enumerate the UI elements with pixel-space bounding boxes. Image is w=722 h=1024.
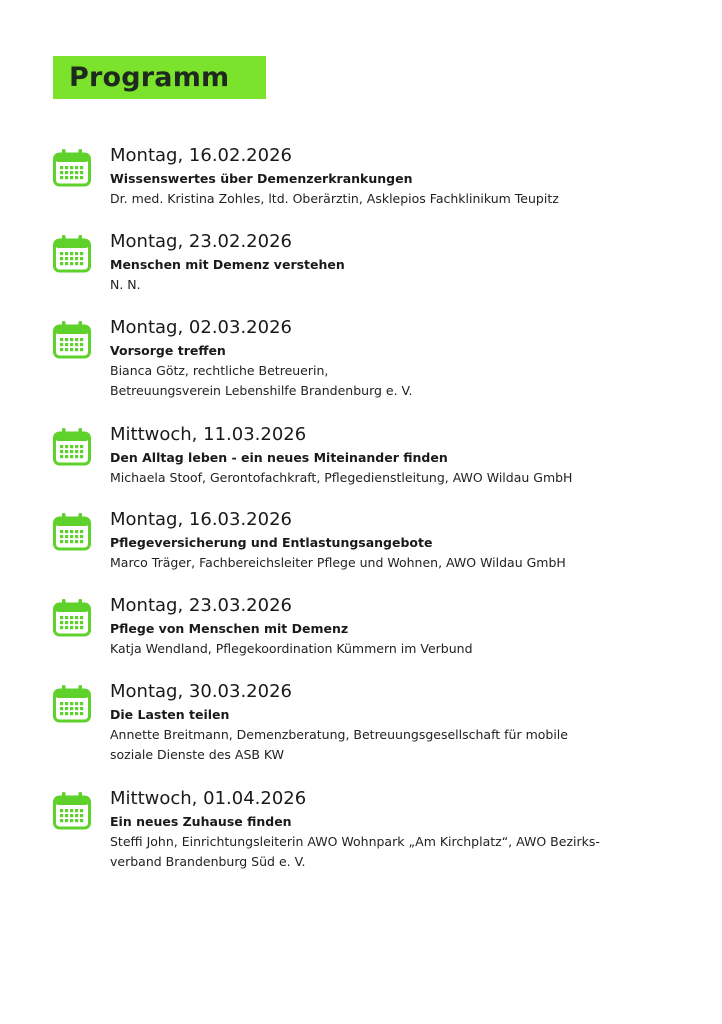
event-date: Mittwoch, 01.04.2026 <box>110 788 307 809</box>
event-speaker <box>110 275 670 295</box>
speaker-line: soziale Dienste des ASB KW <box>110 747 285 762</box>
event-date: Montag, 30.03.2026 <box>110 681 292 702</box>
speaker-line: Dr. med. Kristina Zohles, ltd. Oberärztin, Asklepios Fachklinikum Teupitz <box>110 191 559 206</box>
event-speaker <box>110 553 670 573</box>
event-speaker <box>110 832 670 872</box>
event-topic: Den Alltag leben - ein neues Miteinander finden <box>110 450 448 465</box>
event-speaker <box>110 639 670 659</box>
calendar-icon <box>52 234 92 274</box>
event-date: Montag, 23.03.2026 <box>110 595 292 616</box>
speaker-line: Marco Träger, Fachbereichsleiter Pflege und Wohnen, AWO Wildau GmbH <box>110 555 566 570</box>
event-topic: Ein neues Zuhause finden <box>110 814 292 829</box>
event-date: Montag, 16.02.2026 <box>110 145 292 166</box>
speaker-line: verband Brandenburg Süd e. V. <box>110 854 306 869</box>
event-topic: Die Lasten teilen <box>110 707 230 722</box>
speaker-line: Betreuungsverein Lebenshilfe Brandenburg e. V. <box>110 383 413 398</box>
event-date: Montag, 16.03.2026 <box>110 509 292 530</box>
event-topic: Menschen mit Demenz verstehen <box>110 257 345 272</box>
event-topic: Pflege von Menschen mit Demenz <box>110 621 349 636</box>
title-banner <box>53 56 266 99</box>
calendar-icon <box>52 598 92 638</box>
calendar-icon <box>52 684 92 724</box>
event-speaker <box>110 725 670 765</box>
calendar-icon <box>52 791 92 831</box>
calendar-icon <box>52 427 92 467</box>
calendar-icon <box>52 148 92 188</box>
speaker-line: N. N. <box>110 277 141 292</box>
calendar-icon <box>52 512 92 552</box>
event-topic: Vorsorge treffen <box>110 343 226 358</box>
event-speaker <box>110 361 670 401</box>
speaker-line: Annette Breitmann, Demenzberatung, Betreuungsgesellschaft für mobile <box>110 727 568 742</box>
speaker-line: Michaela Stoof, Gerontofachkraft, Pflegedienstleitung, AWO Wildau GmbH <box>110 470 573 485</box>
page-title: Programm <box>69 62 230 93</box>
event-date: Montag, 23.02.2026 <box>110 231 292 252</box>
speaker-line: Bianca Götz, rechtliche Betreuerin, <box>110 363 329 378</box>
event-speaker <box>110 189 670 209</box>
speaker-line: Katja Wendland, Pflegekoordination Kümmern im Verbund <box>110 641 473 656</box>
speaker-line: Steffi John, Einrichtungsleiterin AWO Wohnpark „Am Kirchplatz“, AWO Bezirks- <box>110 834 600 849</box>
event-topic: Pflegeversicherung und Entlastungsangebote <box>110 535 433 550</box>
calendar-icon <box>52 320 92 360</box>
event-speaker <box>110 468 670 488</box>
event-date: Mittwoch, 11.03.2026 <box>110 424 307 445</box>
event-topic: Wissenswertes über Demenzerkrankungen <box>110 171 413 186</box>
event-date: Montag, 02.03.2026 <box>110 317 292 338</box>
